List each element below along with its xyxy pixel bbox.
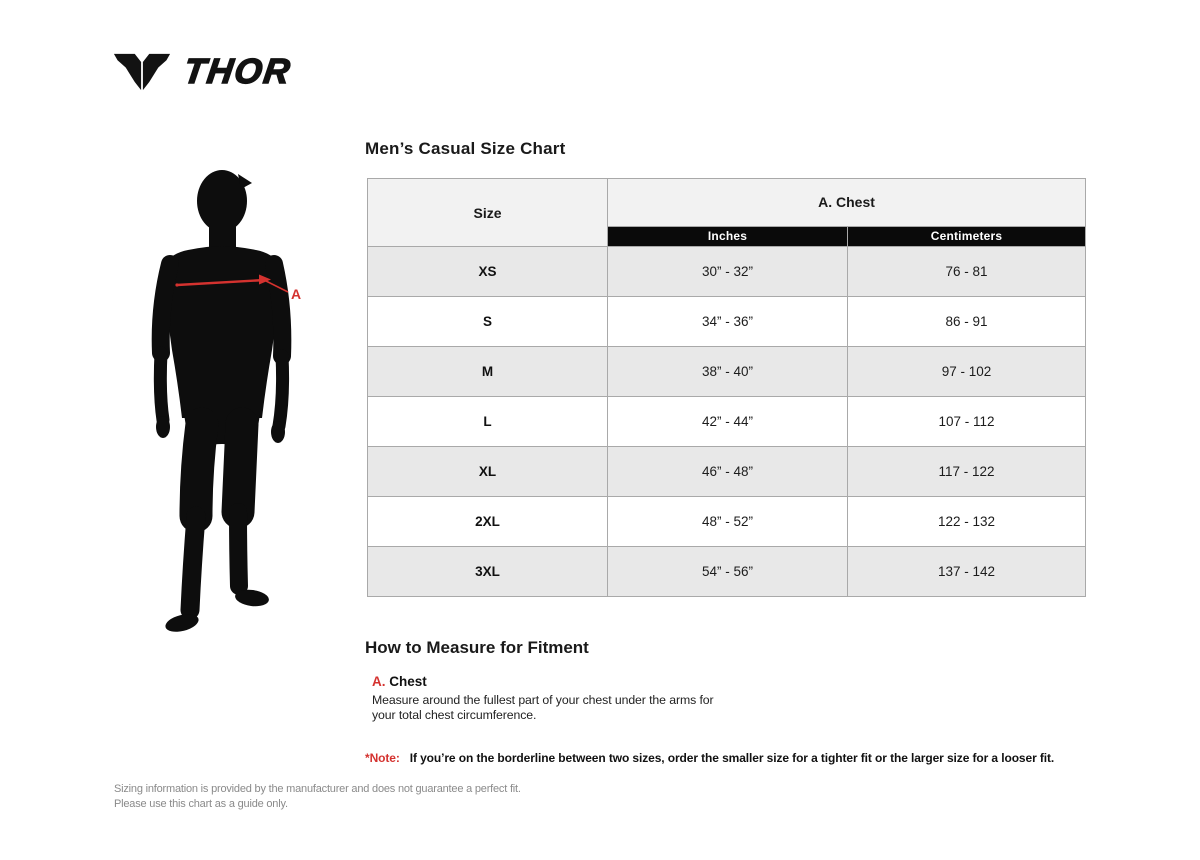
- inches-cell: 42” - 44”: [608, 397, 848, 447]
- inches-cell: 38” - 40”: [608, 347, 848, 397]
- cm-cell: 137 - 142: [848, 547, 1086, 597]
- chest-label: A: [291, 286, 302, 302]
- cm-cell: 76 - 81: [848, 247, 1086, 297]
- column-header-chest: A. Chest: [608, 179, 1086, 227]
- cm-cell: 86 - 91: [848, 297, 1086, 347]
- measurement-item-chest: [372, 674, 752, 723]
- hands-feet: [156, 416, 285, 635]
- how-to-measure-heading: How to Measure for Fitment: [365, 638, 589, 657]
- cm-cell: 107 - 112: [848, 397, 1086, 447]
- inches-cell: 34” - 36”: [608, 297, 848, 347]
- table-row: [368, 247, 1086, 297]
- table-row: [368, 297, 1086, 347]
- note-text: If you’re on the borderline between two sizes, order the smaller size for a tighter fit or the larger size for a looser fit.: [409, 751, 1055, 765]
- silhouette-figure: [148, 168, 323, 643]
- measurement-key: A.: [372, 674, 386, 689]
- cm-cell: 117 - 122: [848, 447, 1086, 497]
- cm-cell: 122 - 132: [848, 497, 1086, 547]
- measurement-title: [372, 674, 752, 689]
- body-silhouette: [164, 170, 280, 452]
- size-chart-title: Men’s Casual Size Chart: [365, 139, 566, 158]
- size-cell: XS: [368, 247, 608, 297]
- disclaimer-line-1: Sizing information is provided by the manufacturer and does not guarantee a perfect fit.: [114, 783, 521, 795]
- brand-logo: [113, 50, 294, 94]
- unit-bar-centimeters: Centimeters: [848, 226, 1086, 246]
- table-row: [368, 397, 1086, 447]
- size-cell: M: [368, 347, 608, 397]
- inches-cell: 54” - 56”: [608, 547, 848, 597]
- note-label: *Note:: [365, 751, 400, 765]
- column-header-size: Size: [368, 179, 608, 247]
- sizing-note: [365, 751, 1054, 765]
- brand-wordmark: THOR: [181, 52, 294, 91]
- cm-cell: 97 - 102: [848, 347, 1086, 397]
- inches-cell: 48” - 52”: [608, 497, 848, 547]
- size-cell: S: [368, 297, 608, 347]
- size-cell: 3XL: [368, 547, 608, 597]
- table-row: [368, 447, 1086, 497]
- size-chart-table: [367, 178, 1086, 597]
- table-row: [368, 497, 1086, 547]
- size-cell: L: [368, 397, 608, 447]
- measurement-description: Measure around the fullest part of your chest under the arms for your total chest circumference.: [372, 693, 714, 722]
- inches-cell: 46” - 48”: [608, 447, 848, 497]
- table-row: [368, 347, 1086, 397]
- unit-bar-inches: Inches: [608, 226, 848, 246]
- size-cell: 2XL: [368, 497, 608, 547]
- table-row: [368, 547, 1086, 597]
- inches-cell: 30” - 32”: [608, 247, 848, 297]
- thor-horns-icon: [113, 50, 171, 94]
- measurement-name: Chest: [389, 674, 427, 689]
- size-cell: XL: [368, 447, 608, 497]
- disclaimer-line-2: Please use this chart as a guide only.: [114, 798, 288, 810]
- footer-disclaimer: [114, 782, 521, 812]
